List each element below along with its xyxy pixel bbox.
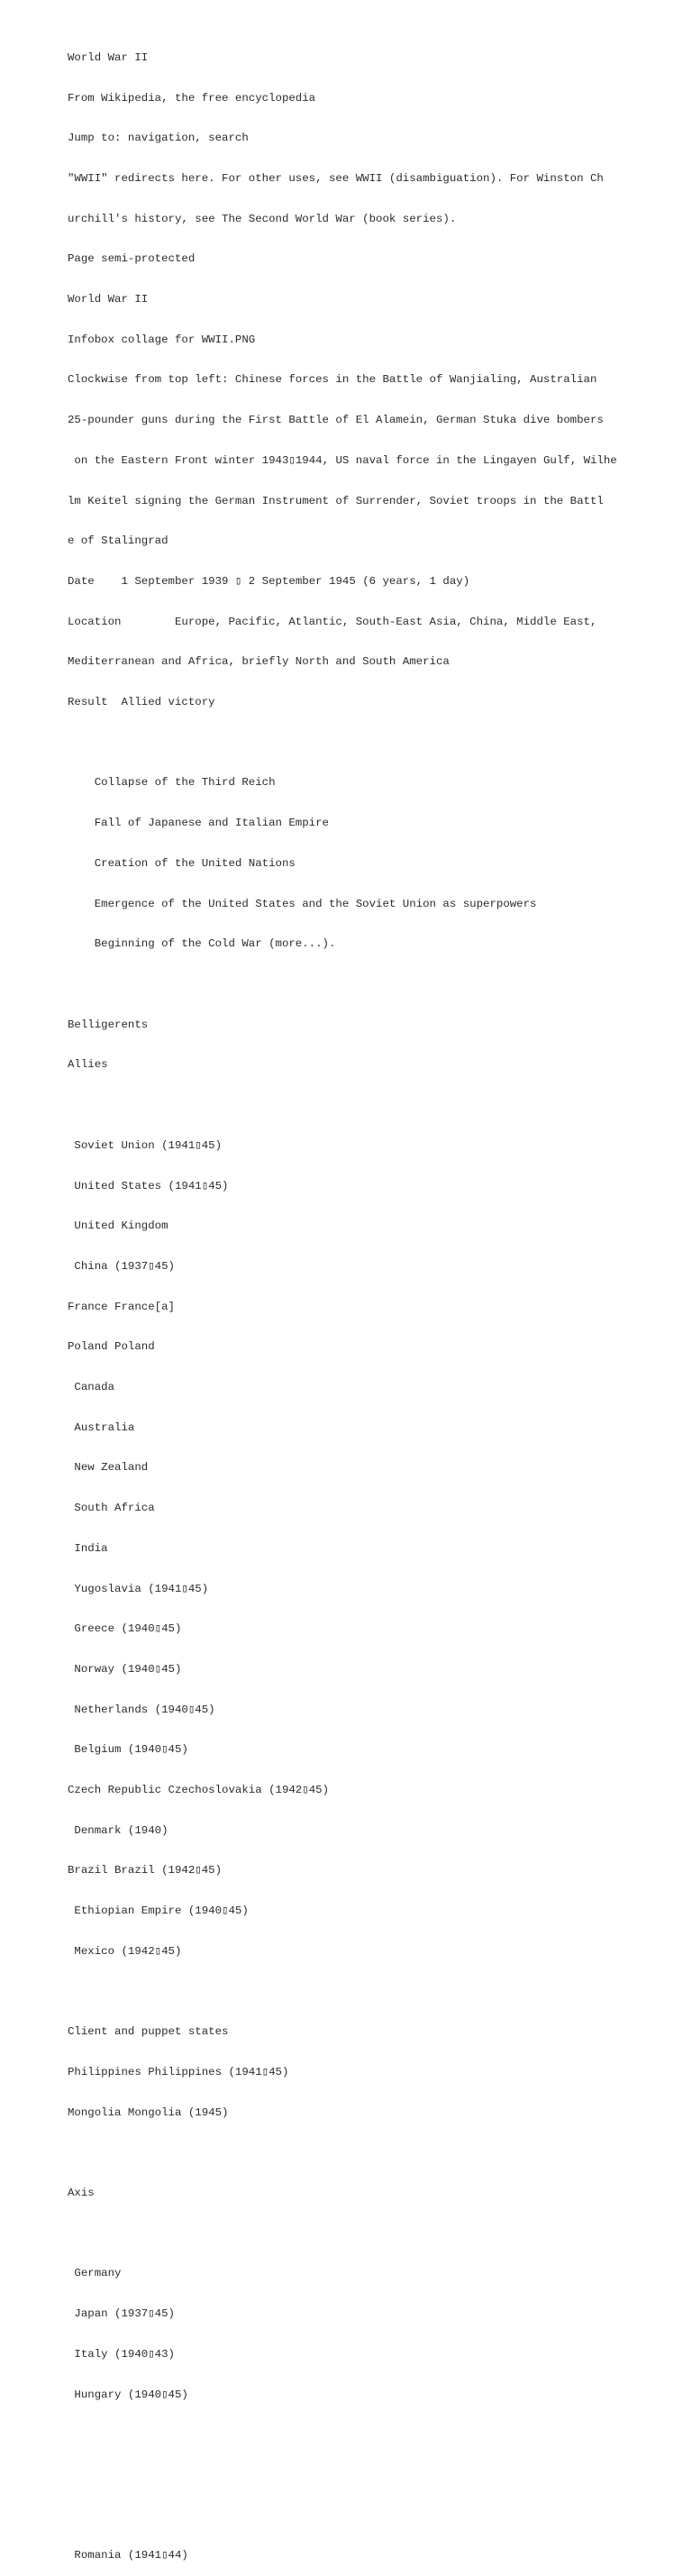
text-line: New Zealand xyxy=(68,1461,149,1475)
text-line: Greece (1940▯45) xyxy=(68,1622,182,1636)
text-line: Beginning of the Cold War (more...). xyxy=(68,937,336,951)
text-line: United Kingdom xyxy=(68,1219,168,1233)
text-line: Canada xyxy=(68,1381,115,1394)
text-line: Netherlands (1940▯45) xyxy=(68,1703,215,1716)
text-line: Yugoslavia (1941▯45) xyxy=(68,1582,209,1595)
text-line: "WWII" redirects here. For other uses, see WWII (disambiguation). For Winston Ch xyxy=(68,171,604,185)
text-line: Poland Poland xyxy=(68,1340,155,1354)
text-line: Page semi-protected xyxy=(68,252,196,266)
text-line xyxy=(68,1099,626,1112)
text-line: e of Stalingrad xyxy=(68,534,168,548)
text-line: Collapse of the Third Reich xyxy=(68,776,276,790)
text-line: Belligerents xyxy=(68,1018,149,1031)
text-line: 25-pounder guns during the First Battle of El Alamein, German Stuka dive bombers xyxy=(68,414,604,427)
text-line: Norway (1940▯45) xyxy=(68,1662,182,1676)
text-line: China (1937▯45) xyxy=(68,1259,175,1273)
text-line: Allies xyxy=(68,1058,108,1072)
text-line: France France[a] xyxy=(68,1300,175,1313)
text-line: Romania (1941▯44) xyxy=(68,2549,188,2562)
text-line: Mexico (1942▯45) xyxy=(68,1944,182,1958)
text-line: From Wikipedia, the free encyclopedia xyxy=(68,91,316,105)
text-line: Italy (1940▯43) xyxy=(68,2347,175,2361)
text-line: Czech Republic Czechoslovakia (1942▯45) xyxy=(68,1784,330,1797)
text-line: World War II xyxy=(68,50,149,64)
text-line: Denmark (1940) xyxy=(68,1823,168,1837)
text-line: Japan (1937▯45) xyxy=(68,2307,175,2321)
text-line: on the Eastern Front winter 1943▯1944, US naval force in the Lingayen Gulf, Wilhe xyxy=(68,453,617,467)
text-line: India xyxy=(68,1541,108,1555)
text-line xyxy=(68,2146,626,2160)
text-line: Fall of Japanese and Italian Empire xyxy=(68,817,329,830)
text-line: United States (1941▯45) xyxy=(68,1179,229,1192)
text-line: Axis xyxy=(68,2187,95,2200)
text-line: Germany xyxy=(68,2267,122,2280)
text-line: Belgium (1940▯45) xyxy=(68,1743,188,1757)
text-line xyxy=(68,978,626,991)
text-line: Location Europe, Pacific, Atlantic, South-East Asia, China, Middle East, xyxy=(68,615,597,628)
text-line: World War II xyxy=(68,293,149,306)
text-line: Client and puppet states xyxy=(68,2025,229,2039)
text-line: Mongolia Mongolia (1945) xyxy=(68,2106,229,2119)
text-line: Soviet Union (1941▯45) xyxy=(68,1138,223,1152)
text-line xyxy=(68,1986,626,1999)
text-line xyxy=(68,736,626,750)
text-line xyxy=(68,2227,626,2241)
text-line: urchill's history, see The Second World War (book series). xyxy=(68,212,457,225)
text-line: Brazil Brazil (1942▯45) xyxy=(68,1864,223,1877)
text-line: Emergence of the United States and the Soviet Union as superpowers xyxy=(68,897,537,910)
text-line: lm Keitel signing the German Instrument of Surrender, Soviet troops in the Battl xyxy=(68,494,604,507)
text-line: Australia xyxy=(68,1420,135,1434)
text-line: Mediterranean and Africa, briefly North and South America xyxy=(68,655,450,669)
text-line: Jump to: navigation, search xyxy=(68,132,249,145)
text-line: Hungary (1940▯45) xyxy=(68,2388,188,2401)
text-line: Creation of the United Nations xyxy=(68,856,296,870)
text-line: Ethiopian Empire (1940▯45) xyxy=(68,1905,249,1918)
text-line: Philippines Philippines (1941▯45) xyxy=(68,2065,289,2078)
text-line: Date 1 September 1939 ▯ 2 September 1945 (6 years, 1 day) xyxy=(68,574,470,588)
text-line: Clockwise from top left: Chinese forces in the Battle of Wanjialing, Australian xyxy=(68,373,597,387)
text-line: South Africa xyxy=(68,1502,155,1515)
blank-gap xyxy=(68,2428,626,2522)
text-line: Infobox collage for WWII.PNG xyxy=(68,333,256,346)
document-text xyxy=(68,24,626,2576)
text-line: Result Allied victory xyxy=(68,696,215,709)
